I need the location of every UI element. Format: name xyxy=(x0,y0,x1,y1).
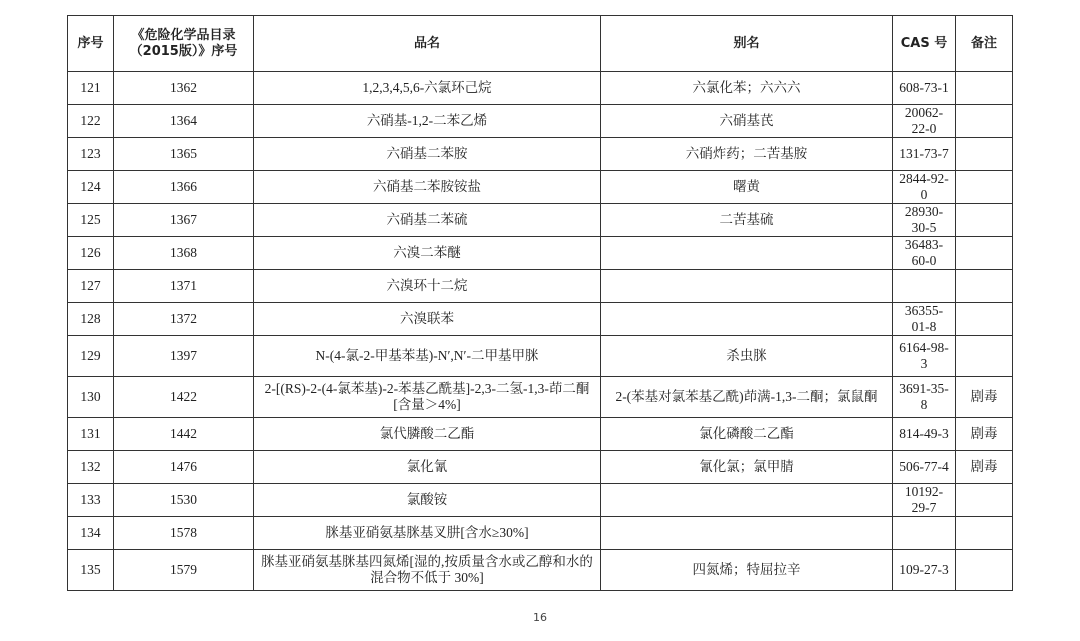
cell-catalog-seq: 1366 xyxy=(114,171,254,204)
table-row xyxy=(68,377,1013,418)
cell-alias: 六硝基芪 xyxy=(601,105,893,138)
cell-note: 剧毒 xyxy=(956,418,1013,451)
table-header-row xyxy=(68,16,1013,72)
cell-catalog-seq: 1422 xyxy=(114,377,254,418)
cell-cas: 109-27-3 xyxy=(893,550,956,591)
cell-catalog-seq: 1476 xyxy=(114,451,254,484)
cell-seq: 124 xyxy=(68,171,114,204)
cell-seq: 123 xyxy=(68,138,114,171)
cell-catalog-seq: 1579 xyxy=(114,550,254,591)
cell-cas: 3691-35-8 xyxy=(893,377,956,418)
cell-alias: 六硝炸药；二苦基胺 xyxy=(601,138,893,171)
cell-seq: 135 xyxy=(68,550,114,591)
cell-note xyxy=(956,237,1013,270)
cell-name: 脒基亚硝氨基脒基叉肼[含水≥30%] xyxy=(254,517,601,550)
cell-name: 脒基亚硝氨基脒基四氮烯[湿的,按质量含水或乙醇和水的混合物不低于 30%] xyxy=(254,550,601,591)
cell-note xyxy=(956,138,1013,171)
table-row xyxy=(68,105,1013,138)
cell-seq: 125 xyxy=(68,204,114,237)
chemical-catalog-table xyxy=(67,15,1013,591)
cell-alias: 六氯化苯；六六六 xyxy=(601,72,893,105)
cell-note xyxy=(956,303,1013,336)
header-cas: CAS 号 xyxy=(893,16,956,72)
cell-cas: 28930-30-5 xyxy=(893,204,956,237)
cell-seq: 134 xyxy=(68,517,114,550)
cell-alias: 杀虫脒 xyxy=(601,336,893,377)
cell-catalog-seq: 1362 xyxy=(114,72,254,105)
cell-note xyxy=(956,204,1013,237)
cell-catalog-seq: 1442 xyxy=(114,418,254,451)
cell-note: 剧毒 xyxy=(956,377,1013,418)
cell-cas: 131-73-7 xyxy=(893,138,956,171)
cell-name: 六溴联苯 xyxy=(254,303,601,336)
cell-alias: 曙黄 xyxy=(601,171,893,204)
cell-note xyxy=(956,517,1013,550)
cell-alias xyxy=(601,237,893,270)
cell-name: 1,2,3,4,5,6-六氯环己烷 xyxy=(254,72,601,105)
header-alias: 别名 xyxy=(601,16,893,72)
cell-cas: 36483-60-0 xyxy=(893,237,956,270)
cell-seq: 127 xyxy=(68,270,114,303)
cell-cas: 608-73-1 xyxy=(893,72,956,105)
table-row xyxy=(68,451,1013,484)
cell-cas: 814-49-3 xyxy=(893,418,956,451)
cell-seq: 126 xyxy=(68,237,114,270)
table-row xyxy=(68,237,1013,270)
header-seq: 序号 xyxy=(68,16,114,72)
cell-catalog-seq: 1368 xyxy=(114,237,254,270)
header-note: 备注 xyxy=(956,16,1013,72)
cell-seq: 133 xyxy=(68,484,114,517)
cell-seq: 122 xyxy=(68,105,114,138)
cell-cas: 20062-22-0 xyxy=(893,105,956,138)
cell-name: 六硝基二苯胺 xyxy=(254,138,601,171)
cell-catalog-seq: 1371 xyxy=(114,270,254,303)
cell-note: 剧毒 xyxy=(956,451,1013,484)
cell-note xyxy=(956,550,1013,591)
table-row xyxy=(68,517,1013,550)
cell-note xyxy=(956,336,1013,377)
cell-name: 六溴二苯醚 xyxy=(254,237,601,270)
cell-alias xyxy=(601,303,893,336)
cell-name: 六硝基二苯胺铵盐 xyxy=(254,171,601,204)
cell-alias xyxy=(601,484,893,517)
cell-alias: 2-(苯基对氯苯基乙酰)茚满-1,3-二酮；氯鼠酮 xyxy=(601,377,893,418)
table-row xyxy=(68,418,1013,451)
cell-seq: 132 xyxy=(68,451,114,484)
cell-note xyxy=(956,171,1013,204)
cell-catalog-seq: 1364 xyxy=(114,105,254,138)
cell-catalog-seq: 1367 xyxy=(114,204,254,237)
table-row xyxy=(68,336,1013,377)
table-row xyxy=(68,138,1013,171)
cell-alias: 二苦基硫 xyxy=(601,204,893,237)
cell-alias xyxy=(601,517,893,550)
cell-name: 六硝基-1,2-二苯乙烯 xyxy=(254,105,601,138)
cell-seq: 130 xyxy=(68,377,114,418)
table-row xyxy=(68,171,1013,204)
table-row xyxy=(68,270,1013,303)
cell-cas: 10192-29-7 xyxy=(893,484,956,517)
cell-catalog-seq: 1397 xyxy=(114,336,254,377)
cell-alias: 四氮烯；特屈拉辛 xyxy=(601,550,893,591)
cell-note xyxy=(956,270,1013,303)
cell-seq: 129 xyxy=(68,336,114,377)
cell-alias xyxy=(601,270,893,303)
cell-name: 氯代膦酸二乙酯 xyxy=(254,418,601,451)
cell-name: 六硝基二苯硫 xyxy=(254,204,601,237)
cell-name: 氯酸铵 xyxy=(254,484,601,517)
cell-seq: 128 xyxy=(68,303,114,336)
cell-cas: 36355-01-8 xyxy=(893,303,956,336)
cell-seq: 131 xyxy=(68,418,114,451)
table-row xyxy=(68,484,1013,517)
cell-catalog-seq: 1365 xyxy=(114,138,254,171)
cell-name: 2-[(RS)-2-(4-氯苯基)-2-苯基乙酰基]-2,3-二氢-1,3-茚二酮[含量＞4%] xyxy=(254,377,601,418)
cell-cas: 6164-98-3 xyxy=(893,336,956,377)
table-body xyxy=(68,72,1013,591)
cell-catalog-seq: 1578 xyxy=(114,517,254,550)
table-row xyxy=(68,550,1013,591)
page-number: 16 xyxy=(533,611,547,624)
cell-cas: 2844-92-0 xyxy=(893,171,956,204)
cell-seq: 121 xyxy=(68,72,114,105)
cell-alias: 氯化磷酸二乙酯 xyxy=(601,418,893,451)
cell-note xyxy=(956,484,1013,517)
table-row xyxy=(68,303,1013,336)
header-name: 品名 xyxy=(254,16,601,72)
cell-catalog-seq: 1530 xyxy=(114,484,254,517)
cell-alias: 氰化氯；氯甲腈 xyxy=(601,451,893,484)
cell-cas: 506-77-4 xyxy=(893,451,956,484)
cell-name: 六溴环十二烷 xyxy=(254,270,601,303)
cell-note xyxy=(956,105,1013,138)
cell-catalog-seq: 1372 xyxy=(114,303,254,336)
cell-name: 氯化氰 xyxy=(254,451,601,484)
cell-cas xyxy=(893,517,956,550)
header-catalog-seq: 《危险化学品目录（2015版）》序号 xyxy=(114,16,254,72)
cell-note xyxy=(956,72,1013,105)
cell-name: N-(4-氯-2-甲基苯基)-N′,N′-二甲基甲脒 xyxy=(254,336,601,377)
table-row xyxy=(68,72,1013,105)
cell-cas xyxy=(893,270,956,303)
table-row xyxy=(68,204,1013,237)
